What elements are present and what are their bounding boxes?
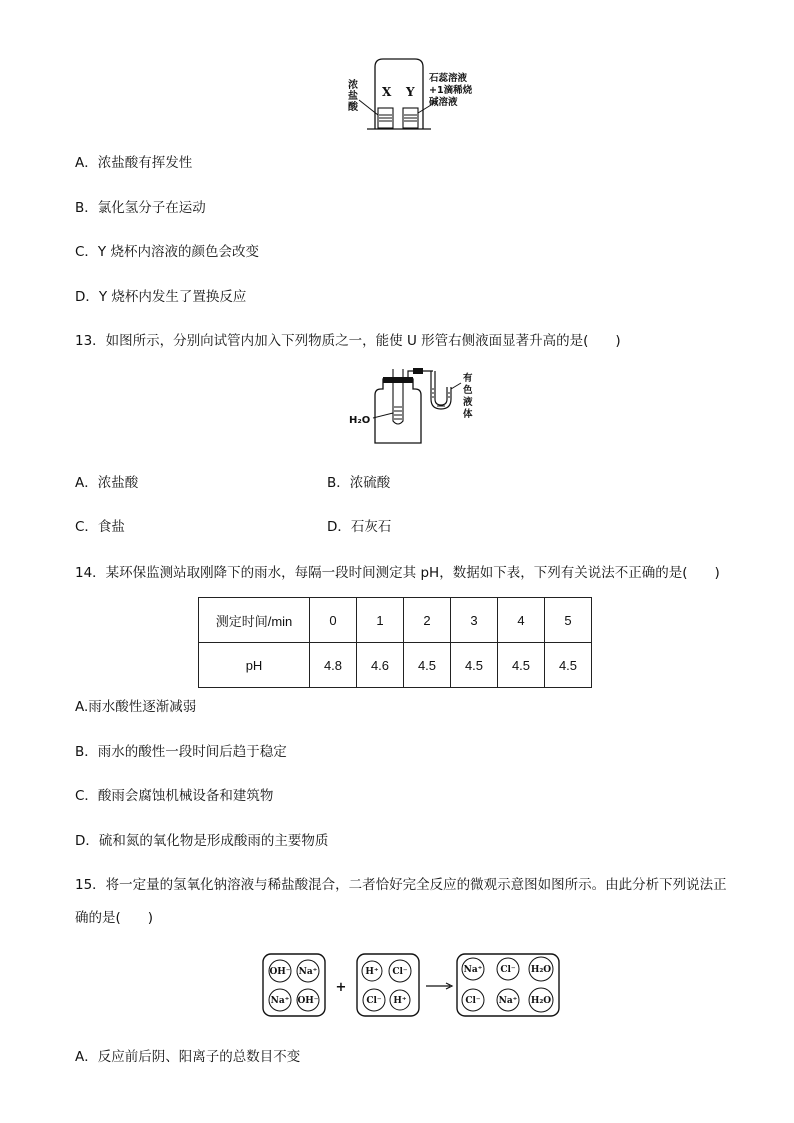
ion-label: Na⁺ xyxy=(298,967,318,977)
ion-label: OH⁻ xyxy=(269,967,291,977)
q15-option-a: A．反应前后阴、阳离子的总数目不变 xyxy=(75,1049,301,1065)
ion-label: Cl⁻ xyxy=(392,967,408,977)
ion-label: Cl⁻ xyxy=(465,996,481,1006)
ph-table xyxy=(198,597,592,688)
table-cell: 3 xyxy=(451,598,498,643)
hcl-label-2: 盐 xyxy=(348,91,358,102)
table-cell: 4.5 xyxy=(545,643,592,688)
liquid-label-2: 色 xyxy=(463,385,473,396)
beaker-y-label: Y xyxy=(406,85,415,99)
litmus-label-1: 石蕊溶液 xyxy=(429,73,468,84)
table-cell: 4.8 xyxy=(310,643,357,688)
table-row-ph xyxy=(199,643,592,688)
ion-label: H₂O xyxy=(530,996,552,1006)
litmus-label-2: +1滴稀烧 xyxy=(429,85,473,96)
q13-option-a: A．浓盐酸 xyxy=(75,475,139,491)
figure-ion-reaction xyxy=(262,952,562,1020)
table-cell: 1 xyxy=(357,598,404,643)
litmus-label-3: 碱溶液 xyxy=(429,97,458,108)
ion-label: H⁺ xyxy=(393,996,407,1006)
ion-label: Na⁺ xyxy=(270,996,290,1006)
water-label: H₂O xyxy=(349,415,371,426)
q14-option-a: A.雨水酸性逐渐减弱 xyxy=(75,699,197,715)
ion-label: Na⁺ xyxy=(498,996,518,1006)
q13-option-b: B．浓硫酸 xyxy=(327,475,391,491)
table-header-ph: pH xyxy=(199,643,310,688)
table-cell: 4.5 xyxy=(451,643,498,688)
table-cell: 4 xyxy=(498,598,545,643)
liquid-label-3: 液 xyxy=(463,397,473,408)
beaker-x-label: X xyxy=(382,85,392,99)
ion-label: Na⁺ xyxy=(463,965,483,975)
q12-option-d: D．Y 烧杯内发生了置换反应 xyxy=(75,289,247,305)
q12-option-b: B．氯化氢分子在运动 xyxy=(75,200,206,216)
q13-stem: 13．如图所示，分别向试管内加入下列物质之一，能使 U 形管右侧液面显著升高的是( ) xyxy=(75,333,621,349)
q13-option-c: C．食盐 xyxy=(75,519,125,535)
q15-stem-line-1: 15．将一定量的氢氧化钠溶液与稀盐酸混合，二者恰好完全反应的微观示意图如图所示。由此分析下列说法正 xyxy=(75,877,727,893)
q12-option-a: A．浓盐酸有挥发性 xyxy=(75,155,193,171)
table-header-time: 测定时间/min xyxy=(199,598,310,643)
q14-stem: 14．某环保监测站取刚降下的雨水，每隔一段时间测定其 pH，数据如下表，下列有关说法不正确的是( ) xyxy=(75,565,720,581)
ion-label: Cl⁻ xyxy=(366,996,382,1006)
table-cell: 2 xyxy=(404,598,451,643)
figure-beakers-bell-jar xyxy=(345,55,480,135)
q14-option-d: D．硫和氮的氧化物是形成酸雨的主要物质 xyxy=(75,833,329,849)
q14-option-b: B．雨水的酸性一段时间后趋于稳定 xyxy=(75,744,287,760)
ion-label: H⁺ xyxy=(365,967,379,977)
plus-sign: + xyxy=(335,980,347,995)
table-row-time xyxy=(199,598,592,643)
hcl-label-1: 浓 xyxy=(348,80,358,91)
table-cell: 5 xyxy=(545,598,592,643)
ion-label: Cl⁻ xyxy=(500,965,516,975)
q14-option-c: C．酸雨会腐蚀机械设备和建筑物 xyxy=(75,788,274,804)
figure-u-tube xyxy=(345,365,480,445)
table-cell: 4.6 xyxy=(357,643,404,688)
table-cell: 4.5 xyxy=(498,643,545,688)
q12-option-c: C．Y 烧杯内溶液的颜色会改变 xyxy=(75,244,259,260)
liquid-label-1: 有 xyxy=(463,373,473,384)
table-cell: 4.5 xyxy=(404,643,451,688)
hcl-label-3: 酸 xyxy=(348,102,358,113)
q15-stem-line-2: 确的是( ) xyxy=(75,910,154,926)
ion-label: H₂O xyxy=(530,965,552,975)
ion-label: OH⁻ xyxy=(297,996,319,1006)
table-cell: 0 xyxy=(310,598,357,643)
liquid-label-4: 体 xyxy=(463,409,473,420)
q13-option-d: D．石灰石 xyxy=(327,519,392,535)
